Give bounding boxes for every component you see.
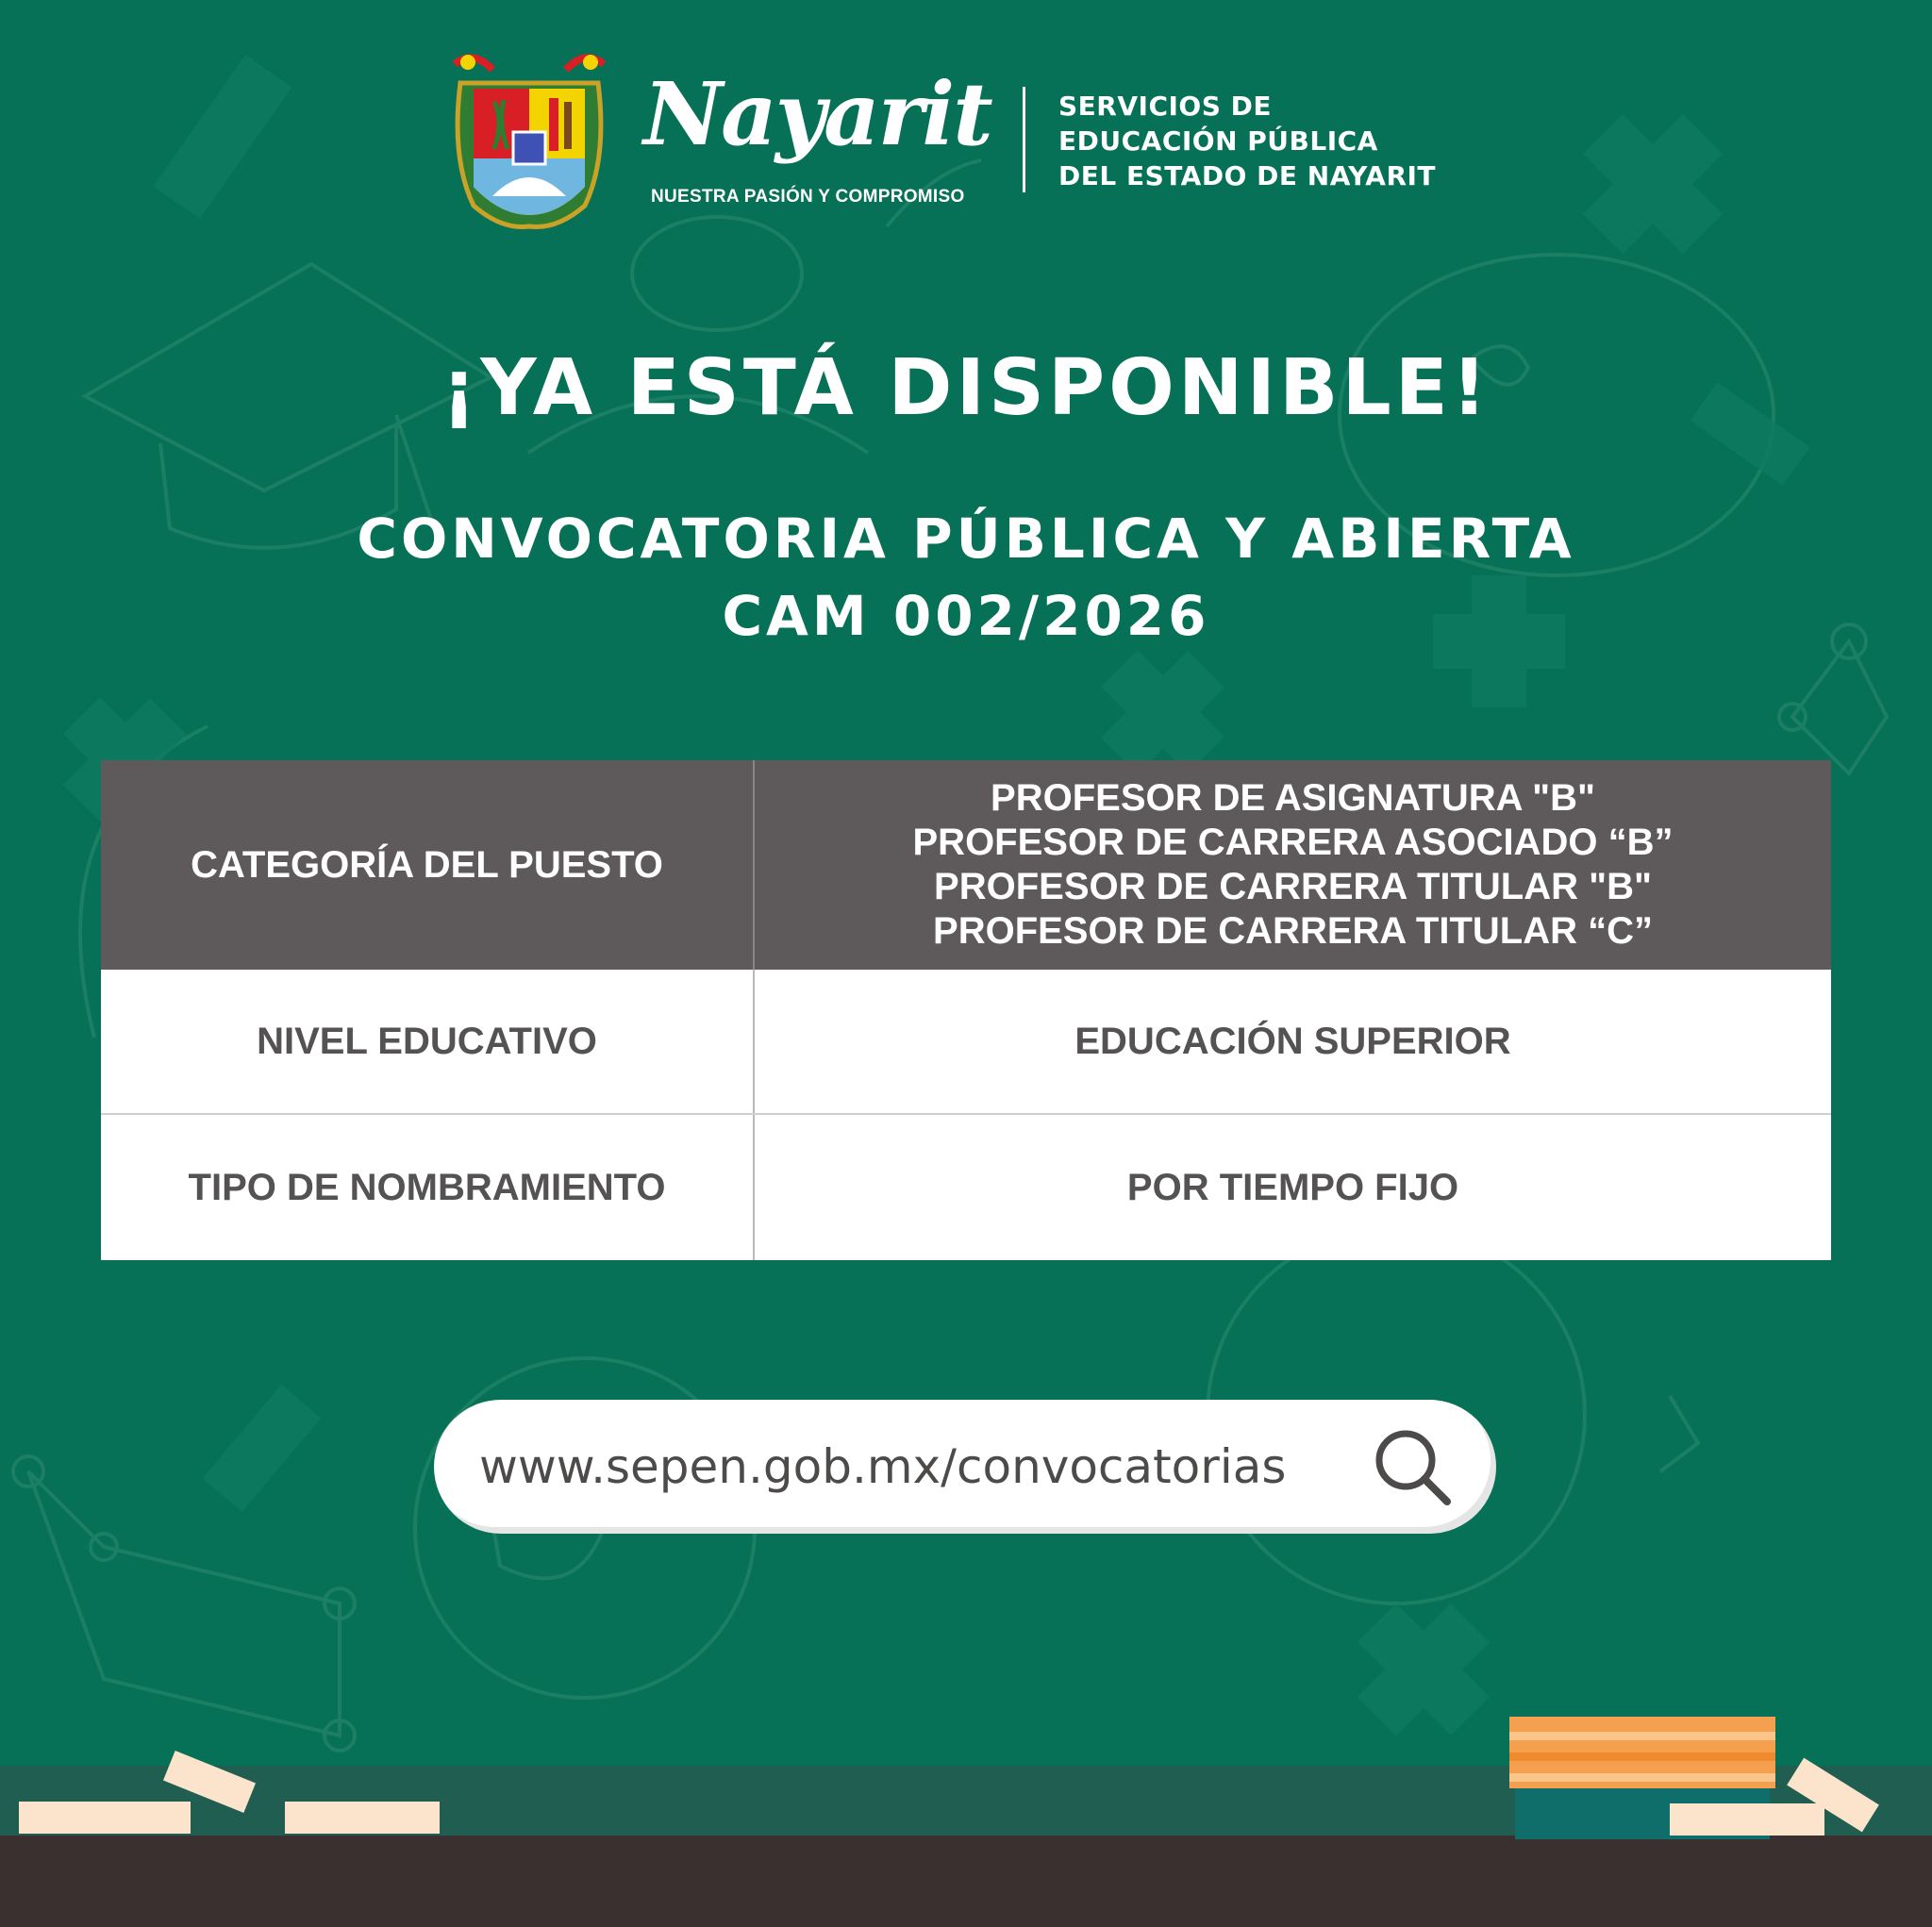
category-values <box>754 760 1831 970</box>
brand-logo <box>643 58 991 228</box>
chalkboard-ledge <box>0 1766 1932 1927</box>
brand-name: Nayarit <box>643 63 991 165</box>
agency-line: SERVICIOS DE <box>1058 91 1272 122</box>
url-link[interactable]: www.sepen.gob.mx/convocatorias <box>479 1439 1287 1494</box>
appointment-value: POR TIEMPO FIJO <box>754 1114 1831 1260</box>
subtitle <box>0 500 1932 655</box>
chalk-piece <box>19 1802 191 1834</box>
table-row-category <box>101 760 1831 970</box>
brand-slogan: NUESTRA PASIÓN Y COMPROMISO <box>651 187 965 207</box>
position-info-table <box>101 760 1831 1260</box>
category-label: CATEGORÍA DEL PUESTO <box>101 760 754 970</box>
agency-name <box>1058 89 1436 193</box>
agency-line: DEL ESTADO DE NAYARIT <box>1058 160 1437 191</box>
search-icon[interactable] <box>1368 1422 1458 1513</box>
level-label: NIVEL EDUCATIVO <box>101 970 754 1114</box>
table-row-level <box>101 970 1831 1114</box>
url-search-bar[interactable] <box>434 1400 1496 1534</box>
floor <box>0 1836 1932 1927</box>
state-coat-of-arms-icon <box>445 45 613 230</box>
header-divider <box>1023 87 1025 192</box>
subtitle-line: CONVOCATORIA PÚBLICA Y ABIERTA <box>357 507 1575 571</box>
table-row-appointment <box>101 1114 1831 1260</box>
agency-line: EDUCACIÓN PÚBLICA <box>1058 125 1378 157</box>
header <box>445 45 1502 234</box>
chalk-piece <box>285 1802 440 1834</box>
subtitle-code: CAM 002/2026 <box>722 584 1210 648</box>
category-value: PROFESOR DE CARRERA TITULAR "B" <box>934 866 1652 907</box>
chalk-piece <box>1670 1803 1824 1836</box>
level-value: EDUCACIÓN SUPERIOR <box>754 970 1831 1114</box>
category-value: PROFESOR DE CARRERA ASOCIADO “B” <box>912 822 1674 863</box>
appointment-label: TIPO DE NOMBRAMIENTO <box>101 1114 754 1260</box>
category-value: PROFESOR DE ASIGNATURA "B" <box>991 777 1595 819</box>
headline: ¡YA ESTÁ DISPONIBLE! <box>441 343 1491 433</box>
category-value: PROFESOR DE CARRERA TITULAR “C” <box>933 910 1653 952</box>
